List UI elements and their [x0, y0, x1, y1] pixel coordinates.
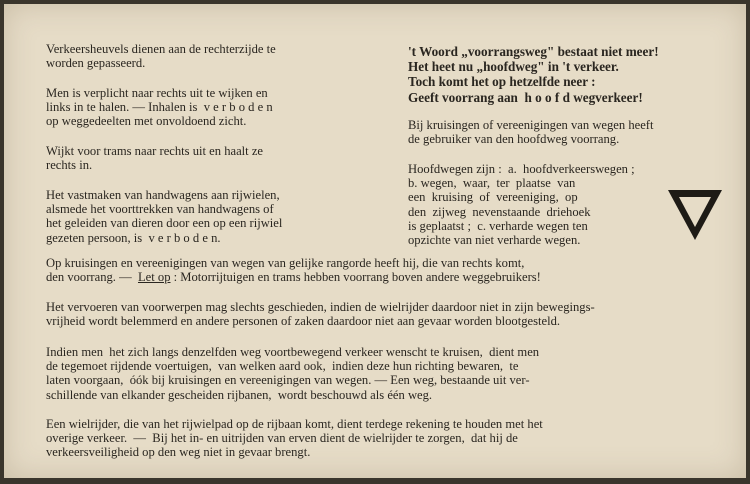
priority-triangle-icon [666, 187, 724, 243]
inhalen-paragraph: Men is verplicht naar rechts uit te wijken en links in te halen. — Inhalen is v e r b o d e n op weggedeelten met onvoldoend zicht. [46, 86, 273, 129]
hoofdwegen-definition: Hoofdwegen zijn : a. hoofdverkeerswegen ; b. wegen, waar, ter plaatse van een kruising of vereeniging, op den zijweg nevenstaande driehoek is geplaatst ; c. verharde wegen ten opzichte van niet verharde wegen. [408, 162, 635, 248]
let-op-label: Let op [137, 270, 171, 285]
vervoeren-paragraph: Het vervoeren van voorwerpen mag slechts geschieden, indien de wielrijder daardoor niet in zijn bewegings- vrijheid wordt belemmerd en andere personen of zaken daardoor niet aan gevaar worden blootgesteld. [46, 300, 595, 329]
traffic-rules-card [4, 4, 746, 478]
hoofdweg-heading: 't Woord „voorrangsweg" bestaat niet meer! Het heet nu „hoofdweg" in 't verkeer. Toch komt het op hetzelfde neer : Geeft voorrang aan h o o f d wegverkeer! [408, 44, 659, 105]
rijwielpad-paragraph: Een wielrijder, die van het rijwielpad op de rijbaan komt, dient terdege rekening te houden met het overige verkeer. — Bij het in- en uitrijden van erven dient de wielrijder te zorgen, dat hij de verkeersveiligheid op den weg niet in gevaar brengt. [46, 417, 543, 460]
kruisen-paragraph: Indien men het zich langs denzelfden weg voortbewegend verkeer wenscht te kruisen, dient men de tegemoet rijdende voertuigen, van welken aard ook, indien deze hun richting bewaren, te laten voorgaan, óók bij kruisingen en vereenigingen van wegen. — Een weg, bestaande uit ver- schillende van elkander gescheiden rijbanen, wordt beschouwd als één weg. [46, 345, 540, 402]
handwagens-paragraph: Het vastmaken van handwagens aan rijwielen, alsmede het voorttrekken van handwagens of het geleiden van dieren door een op een rijwiel gezeten persoon, is v e r b o d e n. [46, 188, 283, 245]
gelijke-rangorde-paragraph: Op kruisingen en vereenigingen van wegen van gelijke rangorde heeft hij, die van rechts komt, den voorrang. — Let op : Motorrijtuigen en trams hebben voorrang boven andere weggebruikers! [46, 256, 541, 285]
trams-paragraph: Wijkt voor trams naar rechts uit en haalt ze rechts in. [46, 144, 264, 173]
kruisingen-paragraph: Bij kruisingen of vereenigingen van wegen heeft de gebruiker van den hoofdweg voorrang. [408, 118, 654, 147]
heuvels-paragraph: Verkeersheuvels dienen aan de rechterzijde te worden gepasseerd. [46, 42, 276, 71]
